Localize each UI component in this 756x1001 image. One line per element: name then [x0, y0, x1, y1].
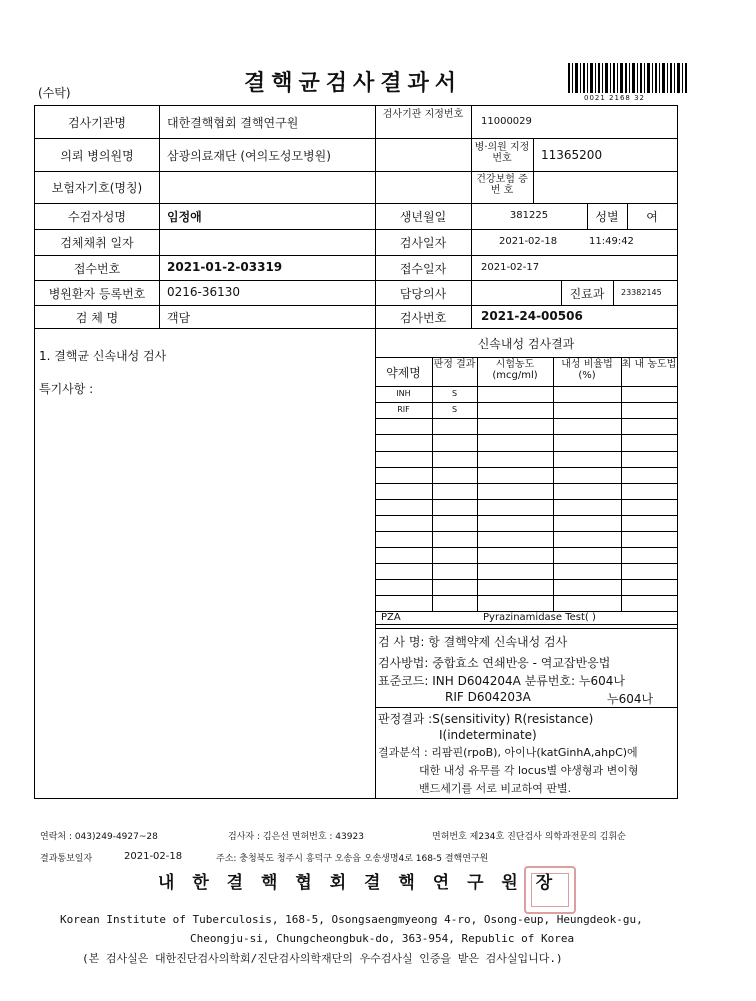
analysis-line-1: 결과분석 : 리팜핀(rpoB), 아이나(katGinhA,ahpC)에 — [378, 746, 638, 759]
official-seal — [524, 866, 576, 914]
test-no-label: 검사번호 — [399, 311, 447, 325]
doctor-label: 담당의사 — [399, 287, 447, 301]
method-code-2b: 누604나 — [607, 692, 654, 706]
footer-tester: 검사자 : 김은선 면허번호 : 43923 — [228, 832, 364, 842]
footer-license: 면허번호 제234호 진단검사 의학과전문의 김휘순 — [432, 832, 626, 842]
patient-value: 임정애 — [167, 210, 202, 224]
test-time-value: 11:49:42 — [589, 236, 634, 247]
dept-value: 23382145 — [621, 288, 662, 297]
specimen-value: 객담 — [167, 311, 191, 325]
receipt-type: (수탁) — [38, 86, 71, 100]
analysis-line-2: 대한 내성 유무를 각 locus별 야생형과 변이형 — [419, 764, 639, 777]
cert-label: 건강보험 증 번 호 — [476, 174, 528, 196]
birth-value: 381225 — [509, 210, 549, 221]
footer-address: 주소: 충청북도 청주시 흥덕구 오송읍 오송생명4로 168-5 결핵연구원 — [216, 854, 489, 864]
method-name: 검 사 명: 항 결핵약제 신속내성 검사 — [378, 635, 568, 649]
organization-name: 내 한 결 핵 협 회 결 핵 연 구 원 장 — [158, 873, 559, 893]
receipt-date-value: 2021-02-17 — [481, 262, 540, 273]
row-drug-rif: RIF — [397, 405, 410, 414]
patient-label: 수검자성명 — [68, 210, 126, 224]
hosp-no-value: 11365200 — [541, 148, 603, 162]
judge-line-2: I(indeterminate) — [439, 728, 537, 742]
footer-report-label: 결과통보일자 — [40, 854, 93, 864]
receipt-date-label: 접수일자 — [399, 262, 447, 276]
lab-no-label: 검사기관 지정번호 — [382, 109, 464, 120]
specimen-label: 검 체 명 — [75, 311, 119, 325]
remarks-label: 특기사항 : — [39, 382, 94, 396]
analysis-line-3: 밴드세기를 서로 비교하여 판별. — [419, 782, 572, 795]
insurer-label: 보험자기호(명칭) — [51, 181, 143, 195]
footer-report-date: 2021-02-18 — [124, 851, 183, 862]
birth-label: 생년월일 — [399, 210, 447, 224]
hosp-no-label: 병·의원 지정번호 — [474, 142, 530, 164]
lab-value: 대한결핵협회 결핵연구원 — [167, 116, 299, 130]
footer-contact: 연락처 : 043)249-4927~28 — [40, 832, 158, 842]
row-drug-inh: INH — [396, 389, 411, 398]
method-code-1: 표준코드: INH D604204A 분류번호: 누604나 — [378, 674, 625, 688]
certification-note: (본 검사실은 대한진단검사의학회/진단검사의학재단의 우수검사실 인증을 받은 검사실입니다.) — [82, 952, 563, 965]
test-name: 1. 결핵균 신속내성 검사 — [39, 349, 167, 363]
receipt-no-value: 2021-01-2-03319 — [167, 260, 283, 274]
pza-value: Pyrazinamidase Test( ) — [483, 612, 596, 623]
hospital-label: 의뢰 병의원명 — [60, 149, 134, 163]
judge-line-1: 판정결과 :S(sensitivity) R(resistance) — [378, 712, 594, 726]
barcode-number: 0021 2168 32 — [584, 94, 645, 102]
hospital-value: 삼광의료재단 (여의도성모병원) — [167, 149, 331, 163]
col-minconc: 최 내 농도법 — [621, 359, 677, 370]
result-table-title: 신속내성 검사결과 — [477, 337, 575, 351]
test-date-value: 2021-02-18 — [499, 236, 558, 247]
lab-label: 검사기관명 — [68, 116, 126, 130]
document-title: 결핵균검사결과서 — [244, 71, 463, 96]
col-conc: 시험농도 (mcg/ml) — [492, 359, 538, 381]
col-judge: 판정 결과 — [433, 359, 476, 370]
test-date-label: 검사일자 — [399, 236, 447, 250]
reg-no-label: 병원환자 등록번호 — [48, 287, 146, 301]
test-no-value: 2021-24-00506 — [481, 309, 583, 323]
result-form — [34, 105, 678, 799]
lab-no-value: 11000029 — [481, 116, 532, 127]
sample-date-label: 검체채취 일자 — [60, 236, 134, 250]
english-address-2: Cheongju-si, Chungcheongbuk-do, 363-954, Republic of Korea — [190, 932, 575, 945]
dept-label: 진료과 — [569, 287, 605, 301]
barcode — [568, 63, 688, 93]
receipt-no-label: 접수번호 — [73, 262, 121, 276]
sex-label: 성별 — [595, 210, 619, 224]
col-ratio: 내성 비율법(%) — [561, 359, 613, 381]
col-drug: 약제명 — [386, 366, 421, 380]
reg-no-value: 0216-36130 — [167, 285, 241, 299]
pza-label: PZA — [381, 612, 401, 623]
row-result-inh: S — [451, 389, 458, 398]
method-code-2a: RIF D604203A — [445, 690, 531, 704]
sex-value: 여 — [646, 210, 658, 224]
method-method: 검사방법: 중합효소 연쇄반응 - 역교잡반응법 — [378, 656, 611, 670]
english-address-1: Korean Institute of Tuberculosis, 168-5, Osongsaengmyeong 4-ro, Osong-eup, Heungdeok-gu, — [60, 913, 643, 926]
row-result-rif: S — [451, 405, 458, 414]
